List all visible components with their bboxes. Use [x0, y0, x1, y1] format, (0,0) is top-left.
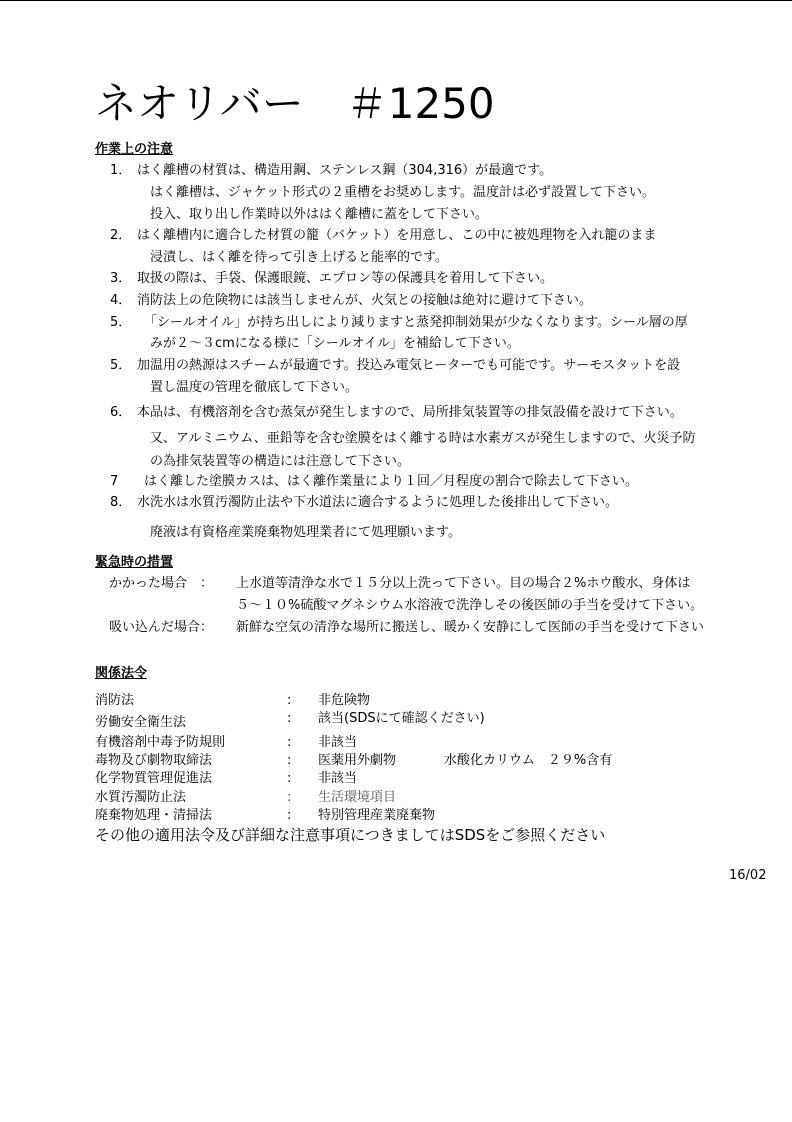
law-separator: :	[287, 711, 292, 726]
law-separator: :	[287, 735, 292, 750]
emergency-text: ５～１０%硫酸マグネシウム水溶液で洗浄しその後医師の手当を受けて下さい。	[236, 598, 704, 613]
work-cautions-heading: 作業上の注意	[95, 142, 174, 157]
law-name: 有機溶剤中毒予防規則	[95, 735, 226, 750]
caution-number: 8．	[110, 495, 132, 510]
caution-number: 5．	[110, 358, 132, 373]
law-name: 労働安全衛生法	[95, 715, 187, 730]
law-name: 毒物及び劇物取締法	[95, 753, 213, 768]
law-value: 生活環境項目	[318, 790, 397, 805]
regulations-footer-note: その他の適用法令及び詳細な注意事項につきましてはSDSをご参照ください	[95, 826, 606, 844]
caution-text: 本品は、有機溶剤を含む蒸気が発生しますので、局所排気装置等の排気設備を設けて下さい。	[137, 405, 683, 420]
emergency-label: かかった場合 ：	[109, 576, 214, 591]
caution-text: はく離槽の材質は、構造用鋼、ステンレス鋼（304,316）が最適です。	[137, 163, 553, 178]
law-value: 医薬用外劇物	[318, 753, 397, 768]
law-value: 非該当	[318, 735, 358, 750]
caution-text: 投入、取り出し作業時以外ははく離槽に蓋をして下さい。	[150, 207, 489, 222]
caution-text: 水洗水は水質汚濁防止法や下水道法に適合するように処理した後排出して下さい。	[137, 495, 619, 510]
law-separator: :	[287, 693, 292, 708]
law-extra: 水酸化カリウム ２９%含有	[444, 753, 613, 768]
caution-number: 2．	[110, 228, 132, 243]
caution-text: 置し温度の管理を徹底して下さい。	[150, 380, 359, 395]
caution-text: の為排気装置等の構造には注意して下さい。	[150, 454, 411, 469]
caution-text: みが２～３cmになる様に「シールオイル」を補給して下さい。	[150, 336, 520, 351]
law-name: 化学物質管理促進法	[95, 771, 213, 786]
caution-text: はく離槽内に適合した材質の籠（バケット）を用意し、この中に被処理物を入れ籠のまま	[137, 228, 657, 243]
law-separator: :	[287, 790, 292, 805]
emergency-text: 上水道等清浄な水で１５分以上洗って下さい。目の場合２%ホウ酸水、身体は	[236, 576, 691, 591]
caution-number: 3．	[110, 271, 132, 286]
emergency-text: 新鮮な空気の清浄な場所に搬送し、暖かく安静にして医師の手当を受けて下さい	[236, 620, 705, 635]
caution-number: 5．	[110, 315, 132, 330]
caution-text: 取扱の際は、手袋、保護眼鏡、エプロン等の保護具を着用して下さい。	[137, 271, 554, 286]
caution-number: 7	[110, 474, 119, 489]
law-value: 非危険物	[318, 693, 371, 708]
law-separator: :	[287, 808, 292, 823]
law-separator: :	[287, 753, 292, 768]
law-name: 水質汚濁防止法	[95, 790, 187, 805]
caution-number: 6．	[110, 405, 132, 420]
caution-text: 廃液は有資格産業廃棄物処理業者にて処理願います。	[150, 525, 461, 540]
law-separator: :	[287, 771, 292, 786]
law-value: 非該当	[318, 771, 358, 786]
caution-number: 1．	[110, 163, 132, 178]
date-code: 16/02	[729, 868, 767, 883]
caution-text: はく離した塗膜カスは、はく離作業量により１回／月程度の割合で除去して下さい。	[144, 474, 639, 489]
emergency-label: 吸い込んだ場合：	[109, 620, 214, 635]
law-name: 廃棄物処理・清掃法	[95, 808, 213, 823]
emergency-heading: 緊急時の措置	[95, 555, 174, 570]
caution-text: 加温用の熱源はスチームが最適です。投込み電気ヒーターでも可能です。サーモスタットを設	[137, 358, 681, 373]
regulations-heading: 関係法令	[95, 666, 148, 681]
caution-text: 浸漬し、はく離を待って引き上げると能率的です。	[150, 250, 448, 265]
page-title: ネオリバー ＃1250	[95, 79, 495, 128]
law-name: 消防法	[95, 693, 135, 708]
caution-text: はく離槽は、ジャケット形式の２重槽をお奨めします。温度計は必ず設置して下さい。	[150, 185, 656, 200]
caution-number: 4．	[110, 293, 132, 308]
law-value: 該当(SDSにて確認ください)	[318, 711, 485, 726]
law-value: 特別管理産業廃棄物	[318, 808, 436, 823]
caution-text: 消防法上の危険物には該当しませんが、火気との接触は絶対に避けて下さい。	[137, 293, 593, 308]
caution-text: 又、アルミニウム、亜鉛等を含む塗膜をはく離する時は水素ガスが発生しますので、火災予防	[150, 431, 696, 446]
caution-text: 「シールオイル」が持ち出しにより減りますと蒸発抑制効果が少なくなります。シール層の厚	[144, 315, 688, 330]
top-border	[0, 0, 792, 1]
